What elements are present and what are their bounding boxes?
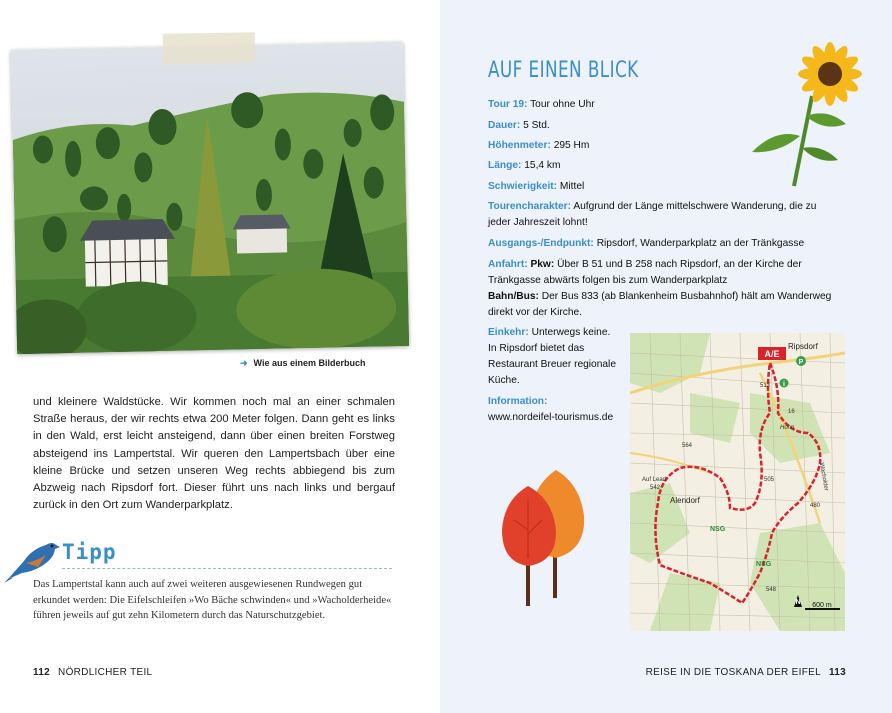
map-wacholder: Wacholder xyxy=(818,462,829,492)
route-map xyxy=(630,333,845,631)
info-ausgangspunkt xyxy=(488,236,833,252)
map-height-480: 480 xyxy=(810,503,821,509)
info-laenge xyxy=(488,158,561,174)
map-nsg-1: NSG xyxy=(710,526,726,533)
caption-text: Wie aus einem Bilderbuch xyxy=(253,358,366,368)
map-height-548: 548 xyxy=(766,587,777,593)
info-anfahrt xyxy=(488,257,843,321)
tipp-title: Tipp xyxy=(62,540,117,564)
information-value[interactable]: www.nordeifel-tourismus.de xyxy=(488,412,614,423)
footer-right xyxy=(646,667,846,678)
map-height-513: 513 xyxy=(760,383,771,389)
info-tourencharakter xyxy=(488,199,833,231)
einkehr-value: Unterwegs keine. xyxy=(531,327,611,338)
tipp-text: Das Lampertstal kann auch auf zwei weiteren ausgewiesenen Rundwegen gut erkundet werden: Die Eifelschleifen »Wo Bäche schwinden« und »Wacholderheide« führen jeweils auf gut zehn Kilometern durch das Naturschutzgebiet. xyxy=(33,579,392,621)
info-einkehr xyxy=(488,325,618,389)
map-auf-lead: Auf Lead xyxy=(642,477,667,483)
info-dauer xyxy=(488,118,550,134)
tour-label: Tour 19: xyxy=(488,99,528,110)
bluebird-icon xyxy=(2,531,62,583)
map-height-564: 564 xyxy=(682,443,693,449)
tape-strip xyxy=(163,32,256,64)
schwierigkeit-label: Schwierigkeit: xyxy=(488,181,558,192)
photo-caption xyxy=(240,358,366,369)
map-scale: 600 m xyxy=(812,602,832,609)
map-parking-marker: P xyxy=(798,359,804,366)
info-schwierigkeit xyxy=(488,179,584,195)
map-north-arrow: N xyxy=(795,599,801,606)
dauer-value: 5 Std. xyxy=(523,120,550,131)
landscape-photo xyxy=(11,42,409,354)
laenge-value: 15,4 km xyxy=(524,160,561,171)
body-paragraph: und kleinere Waldstücke. Wir kommen noch mal an einer schmalen Straße heraus, der wir rechts etwa 200 Meter folgen. Dann geht es links in den Wald, erst leicht ansteigend, dann über einen breiten Forstweg absteigend ins Lampertstal. Wir queren den Lampertsbach über eine kleine Brücke und setzen unseren Weg rechts abbiegend bis zum Abzweig nach Ripsdorf fort. Dieser führt uns nach links und bergauf zurück in den Ort zum Wanderparkplatz. xyxy=(33,396,395,512)
map-town-ripsdorf: Ripsdorf xyxy=(788,342,818,351)
map-height-505: 505 xyxy=(764,477,775,483)
map-info-marker: i xyxy=(783,381,785,388)
map-number-16: 16 xyxy=(788,409,795,415)
laenge-label: Länge: xyxy=(488,160,522,171)
map-nsg-2: NSG xyxy=(756,561,772,568)
info-information xyxy=(488,394,628,426)
bus-value: Der Bus 833 (ab Blankenheim Busbahnhof) hält am Wanderweg direkt vor der Kirche. xyxy=(488,291,832,318)
dauer-label: Dauer: xyxy=(488,120,521,131)
ausgangspunkt-label: Ausgangs-/Endpunkt: xyxy=(488,238,594,249)
photo-image xyxy=(11,42,409,354)
section-right: REISE IN DIE TOSKANA DER EIFEL xyxy=(645,667,821,678)
caption-arrow-icon: ➜ xyxy=(240,358,248,368)
tour-value: Tour ohne Uhr xyxy=(530,99,595,110)
information-label: Information: xyxy=(488,396,548,407)
map-town-alendorf: Alendorf xyxy=(670,496,700,505)
pkw-value: Über B 51 und B 258 nach Ripsdorf, an der Kirche der Tränkgasse abwärts folgen bis zum Wanderparkplatz xyxy=(488,259,802,286)
map-start-badge: A/E xyxy=(764,349,780,359)
tipp-divider xyxy=(62,568,392,569)
ausgangspunkt-value: Ripsdorf, Wanderparkplatz an der Tränkgasse xyxy=(596,238,805,249)
bus-label: Bahn/Bus: xyxy=(488,291,539,302)
einkehr-value-2: In Ripsdorf bietet das Restaurant Breuer regionale Küche. xyxy=(488,343,616,386)
pkw-label: Pkw: xyxy=(530,259,555,270)
page-number-right: 113 xyxy=(828,667,846,678)
hoehenmeter-label: Höhenmeter: xyxy=(488,140,551,151)
hoehenmeter-value: 295 Hm xyxy=(553,140,590,151)
info-hoehenmeter xyxy=(488,138,589,154)
footer-left xyxy=(33,667,152,678)
sunflower-icon xyxy=(742,36,862,188)
schwierigkeit-value: Mittel xyxy=(559,181,585,192)
autumn-trees-icon xyxy=(498,466,590,606)
tourencharakter-value: Aufgrund der Länge mittelschwere Wanderung, die zu jeder Jahreszeit lohnt! xyxy=(488,201,817,228)
anfahrt-label: Anfahrt: xyxy=(488,259,528,270)
section-left: NÖRDLICHER TEIL xyxy=(58,667,153,678)
map-hohn: Hohn xyxy=(780,425,795,431)
glance-title: AUF EINEN BLICK xyxy=(488,58,639,83)
page-number-left: 112 xyxy=(33,667,51,678)
map-auf-lead-height: 542 xyxy=(650,485,661,491)
info-tour xyxy=(488,97,595,113)
tourencharakter-label: Tourencharakter: xyxy=(488,201,572,212)
einkehr-label: Einkehr: xyxy=(488,327,529,338)
